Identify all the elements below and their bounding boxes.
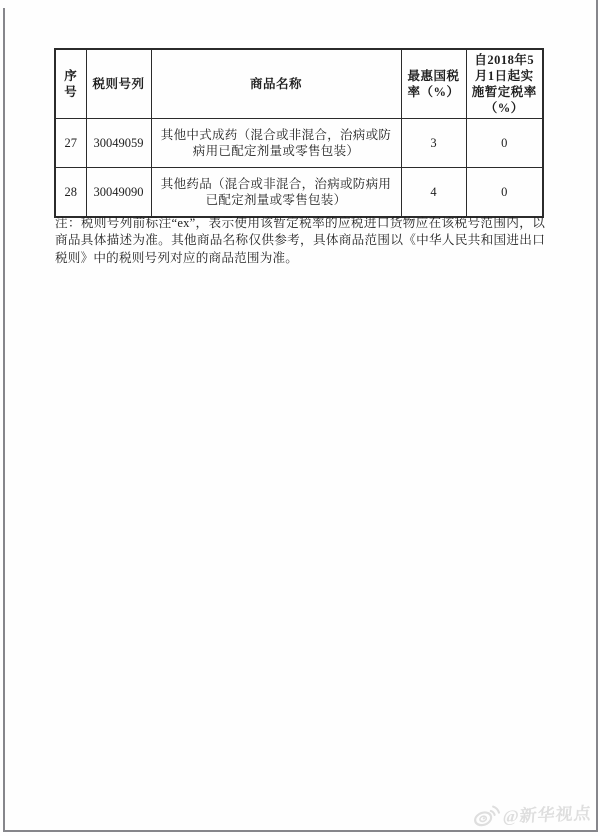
footnote: 注：税则号列前标注“ex”，表示使用该暂定税率的应税进口货物应在该税号范围内，以商品具体描述为准。其他商品名称仅供参考，具体商品范围以《中华人民共和国进出口税则》中的税则号列对应的商品范围为准。 (55, 215, 545, 265)
header-seq: 序号 (55, 49, 86, 119)
header-tariff-no: 税则号列 (86, 49, 151, 119)
page-edge-left (3, 8, 5, 832)
table-row (55, 168, 543, 218)
cell-product-name: 其他药品（混合或非混合，治病或防病用已配定剂量或零售包装） (151, 168, 401, 218)
tariff-rate-table (54, 48, 544, 218)
header-product-name: 商品名称 (151, 49, 401, 119)
cell-seq: 27 (55, 119, 86, 168)
cell-mfn-rate: 4 (401, 168, 466, 218)
cell-provisional-rate: 0 (466, 168, 543, 218)
header-mfn-rate: 最惠国税率（%） (401, 49, 466, 119)
cell-mfn-rate: 3 (401, 119, 466, 168)
weibo-watermark (471, 798, 593, 828)
cell-provisional-rate: 0 (466, 119, 543, 168)
weibo-icon (471, 801, 501, 828)
table-row (55, 119, 543, 168)
watermark-handle: @新华视点 (502, 803, 593, 826)
page-edge-right (596, 0, 598, 832)
cell-seq: 28 (55, 168, 86, 218)
cell-tariff-no: 30049090 (86, 168, 151, 218)
cell-tariff-no: 30049059 (86, 119, 151, 168)
page-edge-bottom (3, 830, 598, 832)
header-provisional-rate: 自2018年5月1日起实施暂定税率（%） (466, 49, 543, 119)
cell-product-name: 其他中式成药（混合或非混合，治病或防病用已配定剂量或零售包装） (151, 119, 401, 168)
table-header-row (55, 49, 543, 119)
